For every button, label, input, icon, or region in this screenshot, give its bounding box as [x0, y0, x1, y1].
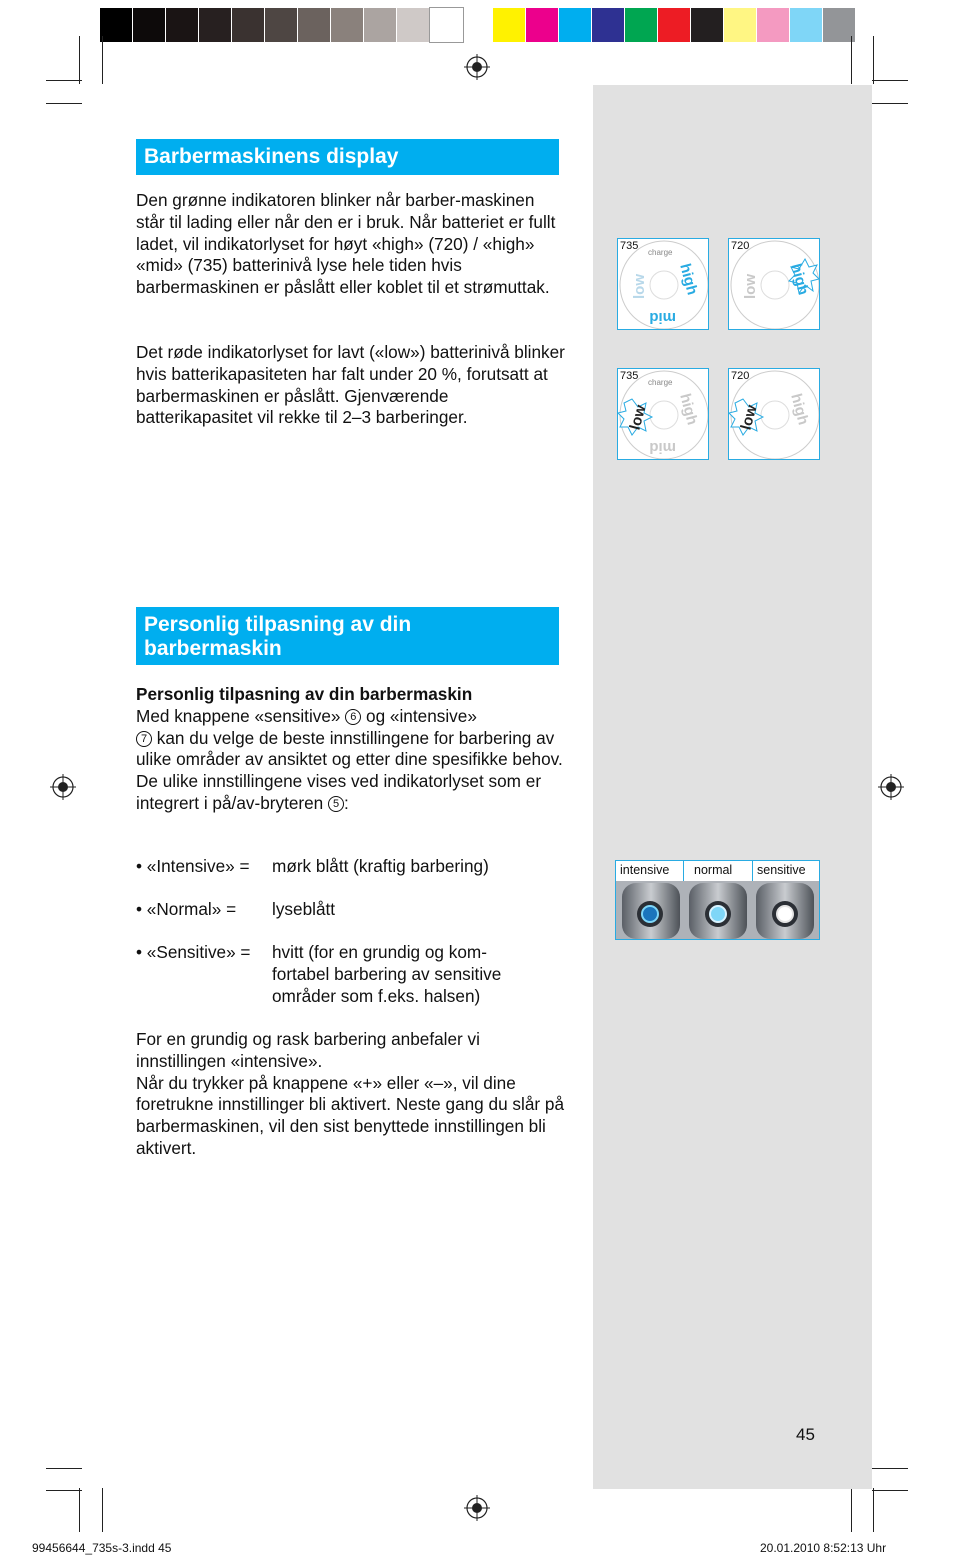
crop-mark — [851, 1488, 852, 1532]
color-swatch — [790, 8, 823, 42]
color-swatch — [658, 8, 691, 42]
svg-text:mid: mid — [649, 439, 676, 456]
svg-text:high: high — [787, 261, 812, 297]
battery-display-icon — [729, 239, 820, 330]
registration-mark-icon — [464, 1495, 490, 1521]
model-number: 720 — [731, 370, 750, 382]
color-swatch — [430, 8, 463, 42]
color-swatch — [100, 8, 133, 42]
color-swatch — [559, 8, 592, 42]
crop-mark — [873, 1488, 874, 1532]
svg-text:high: high — [787, 391, 812, 427]
crop-mark — [46, 1468, 82, 1469]
ref-number-7: 7 — [136, 731, 152, 747]
svg-text:high: high — [676, 391, 701, 427]
mode-label-sensitive: sensitive — [757, 863, 806, 877]
color-swatch — [331, 8, 364, 42]
svg-text:mid: mid — [649, 309, 676, 326]
crop-mark — [46, 80, 82, 81]
color-swatch — [166, 8, 199, 42]
crop-mark — [872, 1490, 908, 1491]
color-swatch — [232, 8, 265, 42]
registration-mark-icon — [50, 774, 76, 800]
intro-paragraph: Med knappene «sensitive» 6 og «intensive» 7 kan du velge de beste innstillingene for barbering av ulike områder av ansiktet og etter dine spesifikke behov. De ulike innstillingene vises ved indikatorlyset som er integrert i på/av-bryteren 5 : — [136, 705, 563, 813]
normal-light — [710, 906, 726, 922]
page-number: 45 — [796, 1425, 815, 1444]
svg-text:low: low — [742, 274, 759, 299]
switch-lights-icon — [616, 881, 819, 939]
color-swatch — [493, 8, 526, 42]
color-swatch — [397, 8, 430, 42]
battery-display-icon — [618, 369, 709, 460]
sensitive-light — [777, 906, 793, 922]
svg-text:charge: charge — [648, 378, 673, 387]
crop-mark — [873, 36, 874, 84]
registration-mark-icon — [464, 54, 490, 80]
crop-mark — [102, 1488, 103, 1532]
footer-timestamp: 20.01.2010 8:52:13 Uhr — [760, 1541, 887, 1555]
registration-mark-icon — [878, 774, 904, 800]
color-swatch — [625, 8, 658, 42]
model-number: 720 — [731, 240, 750, 252]
intensive-light — [642, 906, 658, 922]
svg-text:high: high — [676, 261, 701, 297]
crop-mark — [46, 103, 82, 104]
model-number: 735 — [620, 240, 639, 252]
crop-mark — [872, 80, 908, 81]
color-swatch — [265, 8, 298, 42]
section-personalization-text — [136, 684, 566, 815]
color-calibration-bar — [100, 8, 856, 42]
closing-paragraph-2: Når du trykker på knappene «+» eller «–», vil dine foretrukne innstillinger bli aktivert. Neste gang du slår på barbermaskinen, vil den sist benyttede innstillingen bli aktivert. — [136, 1072, 565, 1158]
color-swatch — [133, 8, 166, 42]
battery-display-icon — [618, 239, 709, 330]
display-720-full — [728, 238, 820, 330]
color-swatch — [199, 8, 232, 42]
crop-mark — [46, 1490, 82, 1491]
crop-mark — [851, 36, 852, 84]
section-heading-personalization: Personlig tilpasning av din barbermaskin — [136, 607, 559, 665]
crop-mark — [79, 36, 80, 84]
display-720-low — [728, 368, 820, 460]
battery-display-icon — [729, 369, 820, 460]
mode-label-intensive: intensive — [620, 863, 670, 877]
svg-text:low: low — [631, 274, 648, 299]
crop-mark — [79, 1488, 80, 1532]
crop-mark — [872, 1468, 908, 1469]
color-swatch — [526, 8, 559, 42]
model-number: 735 — [620, 370, 639, 382]
display-paragraph-2: Det røde indikatorlyset for lavt («low») batterinivå blinker hvis batterikapasiteten har falt under 20 %, forutsatt at barbermaskinen er påslått. Gjenværende batterikapasitet vil rekke til 2–3 barberinger. — [136, 341, 565, 428]
subheading: Personlig tilpasning av din barbermaskin — [136, 684, 473, 704]
crop-mark — [102, 36, 103, 84]
mode-label-normal: normal — [694, 863, 733, 877]
section-display-text — [136, 190, 566, 429]
color-swatch — [592, 8, 625, 42]
closing-text — [136, 1029, 566, 1160]
color-swatch — [724, 8, 757, 42]
mode-indicator-illustration — [615, 860, 820, 940]
ref-number-6: 6 — [345, 709, 361, 725]
svg-text:charge: charge — [648, 248, 673, 257]
svg-text:low: low — [626, 403, 650, 432]
display-735-low — [617, 368, 709, 460]
ref-number-5: 5 — [328, 796, 344, 812]
color-swatch — [298, 8, 331, 42]
crop-mark — [872, 103, 908, 104]
svg-text:low: low — [737, 403, 761, 432]
display-paragraph-1: Den grønne indikatoren blinker når barber-maskinen står til lading eller når den er i bruk. Når batteriet er fullt ladet, vil indikatorlyset for høyt «high» (720) / «high» «mid» (735) batterinivå lyse hele tiden hvis barbermaskinen er påslått eller koblet til et strømuttak. — [136, 190, 556, 298]
section-heading-display: Barbermaskinens display — [136, 139, 559, 175]
footer-file: 99456644_735s-3.indd 45 — [32, 1541, 172, 1555]
color-swatch — [364, 8, 397, 42]
color-swatch — [691, 8, 724, 42]
display-735-full — [617, 238, 709, 330]
color-swatch — [757, 8, 790, 42]
closing-paragraph-1: For en grundig og rask barbering anbefaler vi innstillingen «intensive». — [136, 1029, 480, 1071]
